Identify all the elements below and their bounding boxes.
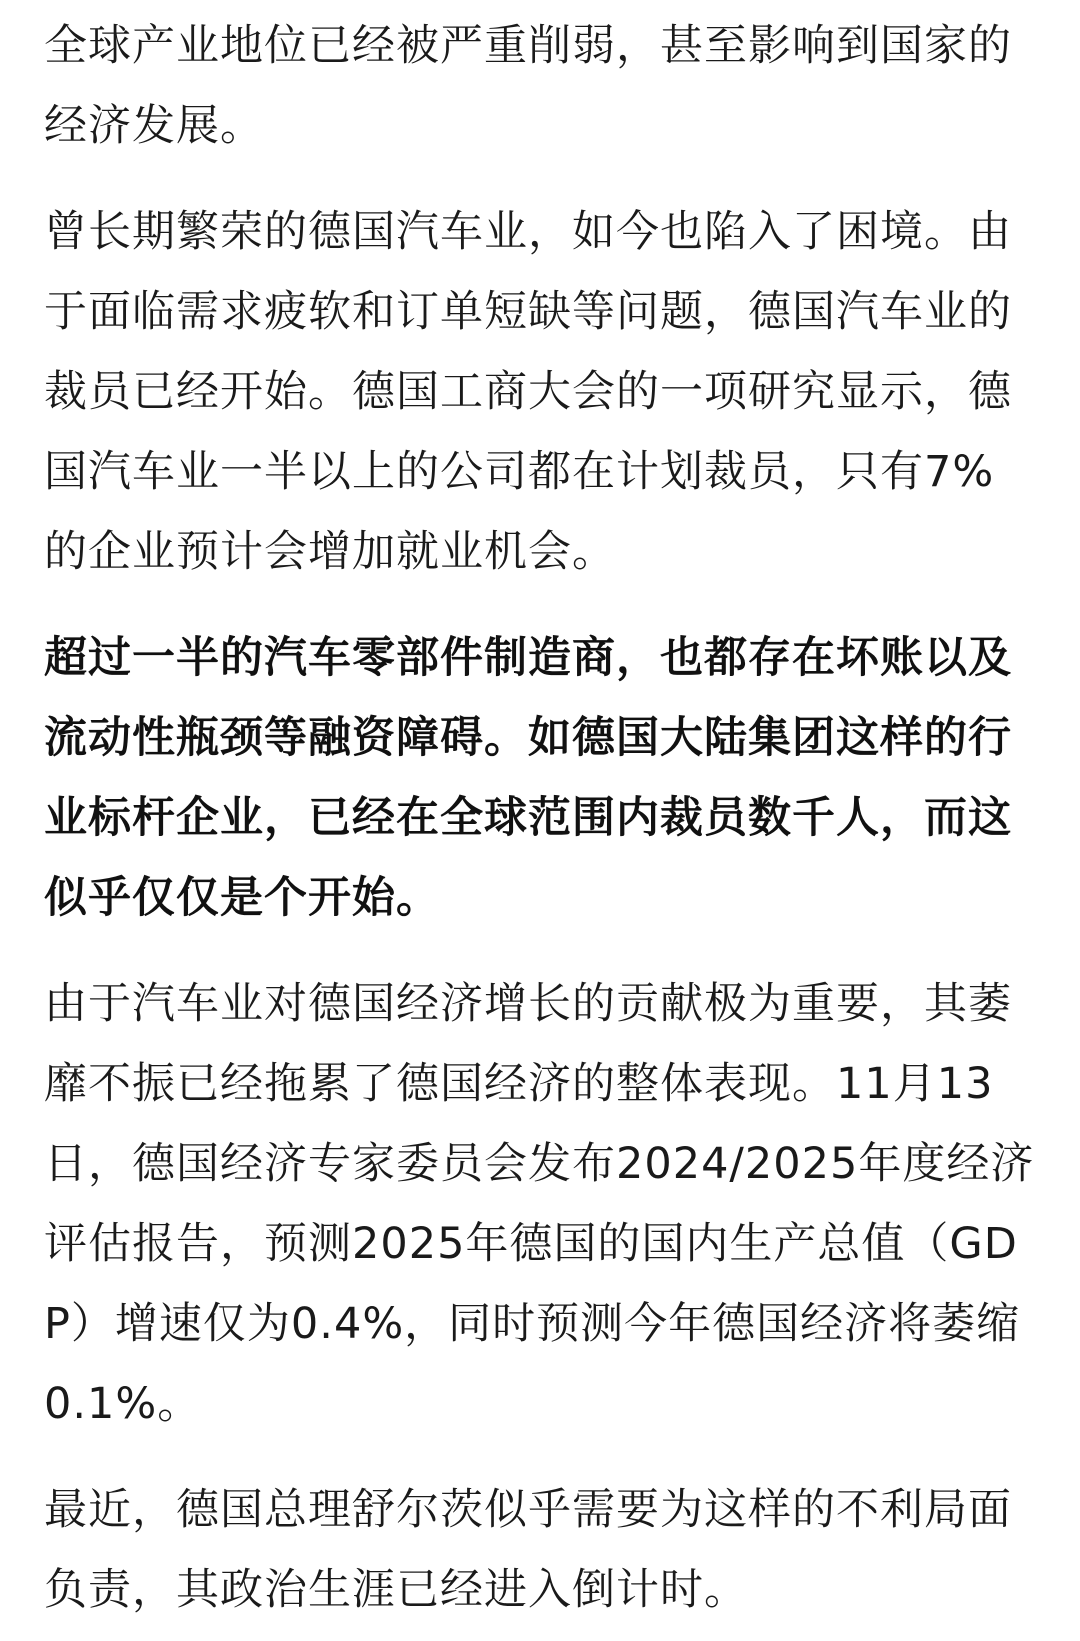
paragraph-3-bold: 超过一半的汽车零部件制造商，也都存在坏账以及流动性瓶颈等融资障碍。如德国大陆集团这样的行业标杆企业，已经在全球范围内裁员数千人，而这似乎仅仅是个开始。: [44, 633, 1012, 923]
paragraph-4: 由于汽车业对德国经济增长的贡献极为重要，其萎靡不振已经拖累了德国经济的整体表现。11月13日，德国经济专家委员会发布2024/2025年度经济评估报告，预测2025年德国的国内生产总值（GDP）增速仅为0.4%，同时预测今年德国经济将萎缩0.1%。: [44, 979, 1035, 1429]
paragraph-1: 全球产业地位已经被严重削弱，甚至影响到国家的经济发展。: [44, 21, 1012, 151]
paragraph-2: 曾长期繁荣的德国汽车业，如今也陷入了困境。由于面临需求疲软和订单短缺等问题，德国汽车业的裁员已经开始。德国工商大会的一项研究显示，德国汽车业一半以上的公司都在计划裁员，只有7%的企业预计会增加就业机会。: [44, 207, 1012, 577]
paragraph-5: 最近，德国总理舒尔茨似乎需要为这样的不利局面负责，其政治生涯已经进入倒计时。: [44, 1485, 1012, 1615]
